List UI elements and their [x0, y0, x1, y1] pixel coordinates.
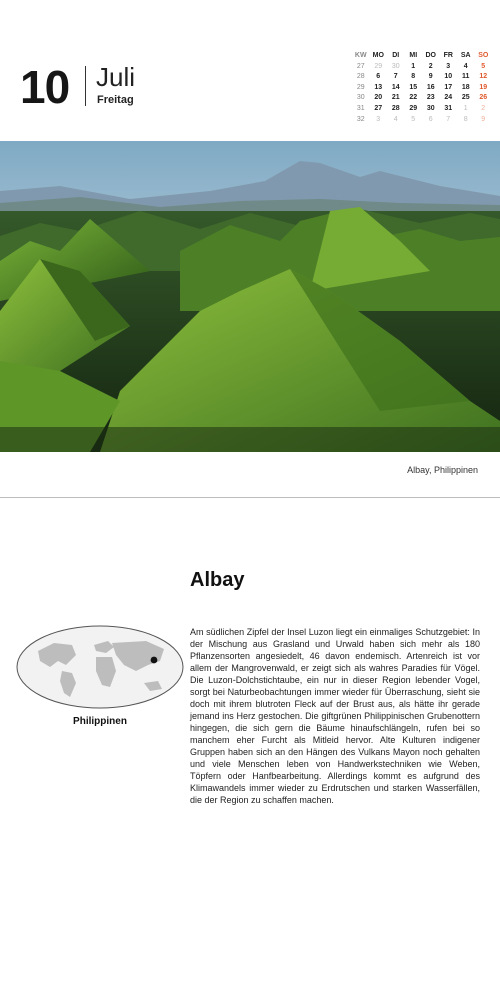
calendar-week-row	[352, 104, 492, 115]
calendar-header-cell: KW	[354, 52, 367, 59]
calendar-header-cell: SO	[478, 52, 489, 59]
week-number: 32	[356, 115, 365, 123]
calendar-header-cell: DI	[392, 52, 400, 59]
calendar-day: 10	[444, 73, 453, 81]
calendar-week-row	[352, 115, 492, 126]
calendar-day: 3	[376, 115, 381, 123]
calendar-day: 5	[411, 115, 416, 123]
calendar-header-cell: MI	[409, 52, 418, 59]
calendar-day: 14	[391, 83, 400, 91]
calendar-day: 17	[444, 83, 453, 91]
world-map-icon	[16, 625, 184, 709]
day-number: 10	[20, 61, 70, 113]
article-title: Albay	[190, 569, 245, 591]
calendar-day: 30	[426, 104, 435, 112]
calendar-day: 6	[428, 115, 433, 123]
hills-landscape-image	[0, 141, 500, 452]
week-number: 29	[356, 83, 365, 91]
date-divider	[85, 66, 86, 106]
calendar-day: 26	[479, 94, 488, 102]
photo-caption: Albay, Philippinen	[407, 465, 478, 475]
calendar-day: 8	[463, 115, 468, 123]
calendar-day: 11	[462, 73, 470, 81]
week-number: 28	[356, 73, 365, 81]
calendar-day: 22	[409, 94, 418, 102]
article-body: Am südlichen Zipfel der Insel Luzon liegt ein einmaliges Schutzgebiet: In der Mischung aus Grasland und Urwald haben sich mehr als 180 Pflanzensorten angesiedelt, 46 davon endemisch. Artenreich ist vor allem der Mangrovenwald, er zeigt sich als wahres Paradies für Vögel. Die Luzon-Dolchstichtaube, ein nur in dieser Region lebender Vogel, sorgt bei Naturbeobachtungen immer wieder für Überraschung, sieht sie doch mit ihrem blutroten Fleck auf der Brust aus, als hätte ihr gerade jemand ins Herz gestochen. Die giftgrünen Philippinischen Grubenottern hingegen, die sich gern die Bäume hinaufschlängeln, rufen bei so manchem eher Furcht als Mitleid hervor. Alte Kulturen indigener Gruppen haben sich an den Hängen des Vulkans Mayon noch gehalten und viele Menschen leben von Handwerkstechniken wie Weben, Töpfern oder Hanfbearbeitung. Allerdings kommt es aufgrund des Klimawandels immer wieder zu Erdrutschen und starken Wasserfällen, die der Region zu schaffen machen.	[190, 627, 480, 805]
calendar-day: 21	[391, 94, 400, 102]
calendar-header-cell: DO	[425, 52, 436, 59]
calendar-day: 31	[444, 104, 453, 112]
calendar-header-cell: FR	[443, 52, 453, 59]
calendar-day: 18	[461, 83, 470, 91]
calendar-day: 27	[374, 104, 383, 112]
calendar-day: 4	[393, 115, 398, 123]
calendar-header-row	[352, 51, 492, 62]
calendar-day: 29	[374, 62, 383, 70]
calendar-day: 1	[463, 104, 468, 112]
calendar-day: 13	[374, 83, 383, 91]
calendar-week-row	[352, 83, 492, 94]
calendar-day: 2	[428, 62, 433, 70]
calendar-day: 9	[428, 73, 433, 81]
calendar-day: 20	[374, 94, 383, 102]
calendar-day: 16	[426, 83, 435, 91]
month-name: Juli	[96, 62, 136, 92]
calendar-day: 4	[463, 62, 468, 70]
page-divider	[0, 497, 500, 498]
calendar-day: 7	[446, 115, 451, 123]
weekday-name: Freitag	[97, 94, 134, 106]
calendar-day: 12	[479, 73, 488, 81]
calendar-day: 8	[411, 73, 416, 81]
calendar-day: 6	[376, 73, 381, 81]
calendar-day: 23	[426, 94, 435, 102]
calendar-day: 5	[481, 62, 486, 70]
calendar-day: 9	[481, 115, 486, 123]
week-number: 31	[356, 104, 365, 112]
week-number: 27	[356, 62, 365, 70]
calendar-day: 3	[446, 62, 451, 70]
calendar-day: 30	[391, 62, 400, 70]
calendar-day: 19	[479, 83, 488, 91]
calendar-week-row	[352, 93, 492, 104]
location-marker-icon	[151, 657, 158, 664]
calendar-header-cell: SA	[460, 52, 471, 59]
calendar-day: 28	[391, 104, 400, 112]
calendar-day: 7	[393, 73, 398, 81]
map-label: Philippinen	[73, 716, 127, 727]
calendar-header-cell: MO	[372, 52, 384, 59]
calendar-day: 29	[409, 104, 418, 112]
calendar-week-row	[352, 72, 492, 83]
calendar-week-row	[352, 62, 492, 73]
calendar-day: 24	[444, 94, 453, 102]
mini-calendar	[352, 51, 492, 125]
landscape-photo	[0, 141, 500, 452]
week-number: 30	[356, 94, 365, 102]
calendar-day: 15	[409, 83, 418, 91]
calendar-day: 25	[461, 94, 470, 102]
calendar-day: 1	[411, 62, 416, 70]
calendar-day: 2	[481, 104, 486, 112]
